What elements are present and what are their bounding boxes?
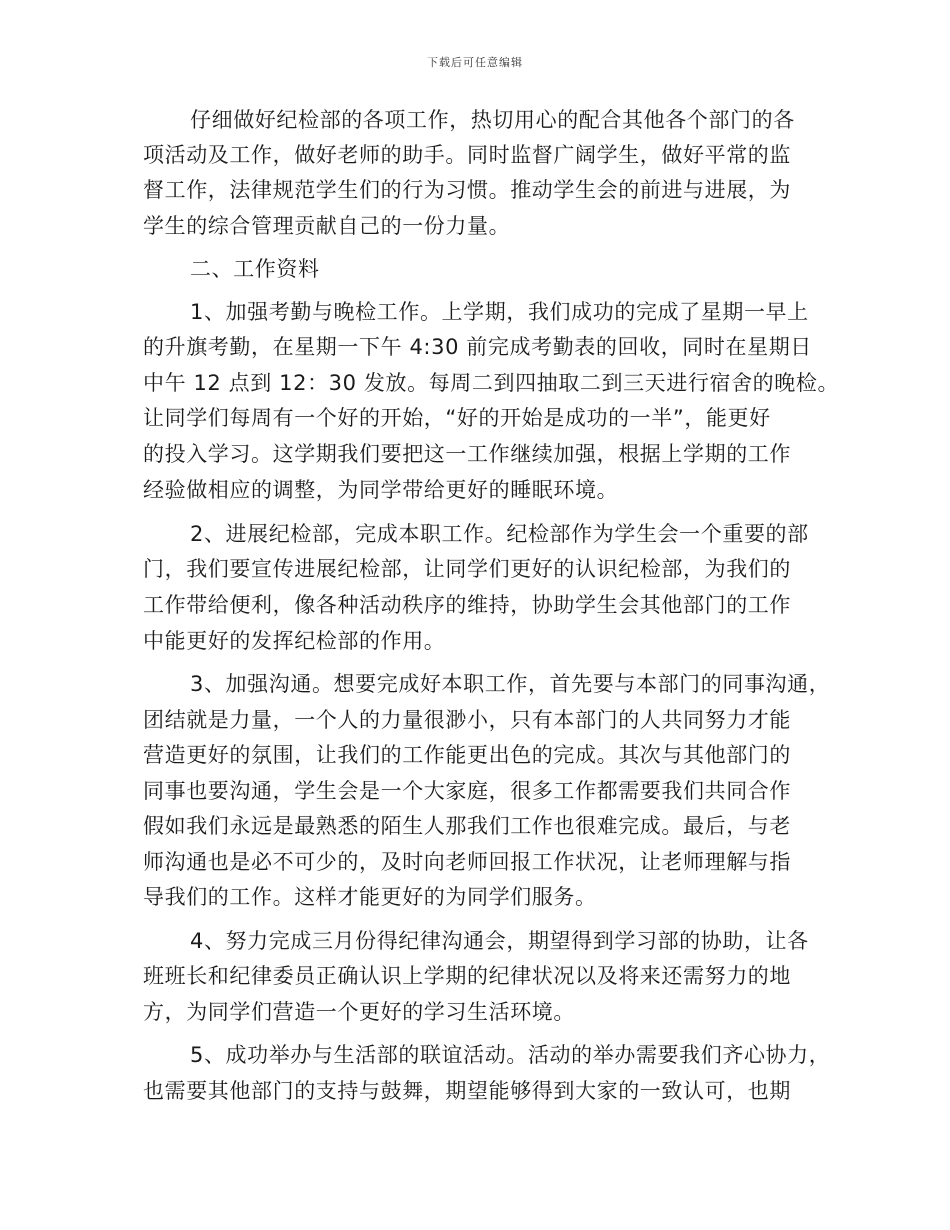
paragraph-line: 项活动及工作，做好老师的助手。同时监督广阔学生，做好平常的监 — [143, 143, 791, 167]
section-heading: 二、工作资料 — [190, 257, 320, 281]
paragraph-line: 经验做相应的调整，为同学带给更好的睡眠环境。 — [143, 478, 619, 502]
paragraph-line: 师沟通也是必不可少的，及时向老师回报工作状况，让老师理解与指 — [143, 850, 791, 874]
paragraph-line: 的投入学习。这学期我们要把这一工作继续加强，根据上学期的工作 — [143, 442, 791, 466]
paragraph-line: 导我们的工作。这样才能更好的为同学们服务。 — [143, 885, 597, 909]
paragraph-line: 工作带给便利，像各种活动秩序的维持，协助学生会其他部门的工作 — [143, 593, 791, 617]
paragraph-line: 仔细做好纪检部的各项工作，热切用心的配合其他各个部门的各 — [190, 108, 795, 132]
paragraph-line: 的升旗考勤，在星期一下午 4:30 前完成考勤表的回收，同时在星期日 — [143, 335, 812, 359]
paragraph-line: 假如我们永远是最熟悉的陌生人那我们工作也很难完成。最后，与老 — [143, 814, 791, 838]
paragraph-line: 营造更好的氛围，让我们的工作能更出色的完成。其次与其他部门的 — [143, 743, 791, 767]
paragraph-line: 团结就是力量，一个人的力量很渺小，只有本部门的人共同努力才能 — [143, 708, 791, 732]
paragraph-line: 2、进展纪检部，完成本职工作。纪检部作为学生会一个重要的部 — [190, 522, 809, 546]
paragraph-line: 1、加强考勤与晚检工作。上学期，我们成功的完成了星期一早上 — [190, 300, 809, 324]
paragraph-line: 方，为同学们营造一个更好的学习生活环境。 — [143, 1000, 575, 1024]
paragraph-line: 中午 12 点到 12：30 发放。每周二到四抽取二到三天进行宿舍的晚检。 — [143, 371, 840, 395]
paragraph-line: 班班长和纪律委员正确认识上学期的纪律状况以及将来还需努力的地 — [143, 964, 791, 988]
page-header: 下载后可任意编辑 — [427, 56, 523, 69]
paragraph-line: 门，我们要宣传进展纪检部，让同学们更好的认识纪检部，为我们的 — [143, 557, 791, 581]
paragraph-line: 督工作，法律规范学生们的行为习惯。推动学生会的前进与进展，为 — [143, 178, 791, 202]
paragraph-line: 也需要其他部门的支持与鼓舞，期望能够得到大家的一致认可，也期 — [143, 1079, 791, 1103]
paragraph-line: 中能更好的发挥纪检部的作用。 — [143, 629, 446, 653]
paragraph-line: 5、成功举办与生活部的联谊活动。活动的举办需要我们齐心协力， — [190, 1043, 831, 1067]
paragraph-line: 4、努力完成三月份得纪律沟通会，期望得到学习部的协助，让各 — [190, 929, 809, 953]
paragraph-line: 3、加强沟通。想要完成好本职工作，首先要与本部门的同事沟通， — [190, 672, 831, 696]
paragraph-line: 让同学们每周有一个好的开始，“好的开始是成功的一半”，能更好 — [143, 406, 771, 430]
paragraph-line: 学生的综合管理贡献自己的一份力量。 — [143, 214, 511, 238]
paragraph-line: 同事也要沟通，学生会是一个大家庭，很多工作都需要我们共同合作 — [143, 779, 791, 803]
